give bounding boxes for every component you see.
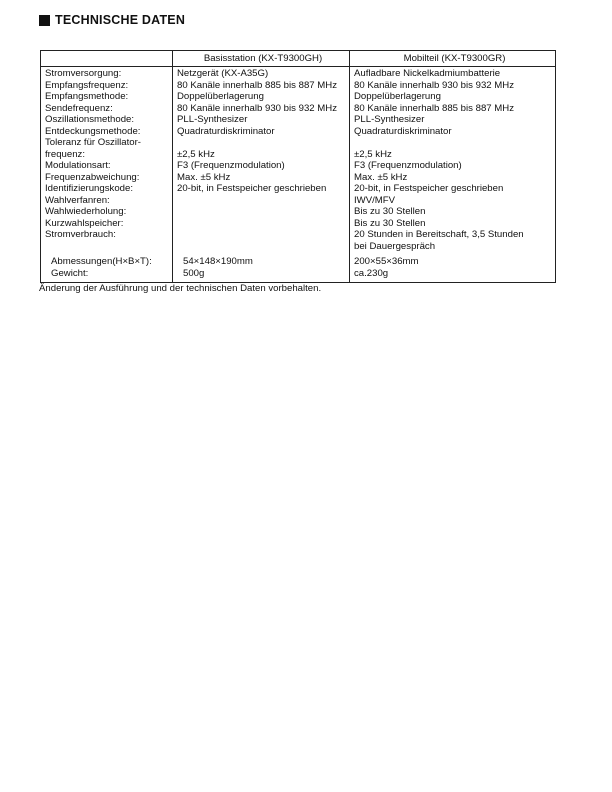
table-row: [41, 195, 555, 207]
base-value: PLL-Synthesizer: [172, 114, 349, 126]
table-row: [41, 103, 555, 115]
base-value: ±2,5 kHz: [172, 149, 349, 161]
row-label: Identifizierungskode:: [45, 183, 133, 194]
table-row: [41, 137, 555, 149]
base-value: 500g: [172, 268, 349, 283]
base-value: [172, 195, 349, 207]
header-label-cell: [41, 51, 172, 66]
mobile-value: 20 Stunden in Bereitschaft, 3,5 Stunden: [349, 229, 555, 241]
mobile-value: Max. ±5 kHz: [349, 172, 555, 184]
base-value: [172, 229, 349, 241]
row-label: Wahlverfanren:: [45, 194, 110, 206]
base-value: 20-bit, in Festspeicher geschrieben: [172, 183, 349, 195]
table-row: [41, 268, 555, 283]
base-value: 80 Kanäle innerhalb 885 bis 887 MHz: [172, 80, 349, 92]
mobile-value: F3 (Frequenzmodulation): [349, 160, 555, 172]
mobile-value: PLL-Synthesizer: [349, 114, 555, 126]
base-value: [172, 137, 349, 149]
base-value: [172, 218, 349, 230]
base-value: Quadraturdiskriminator: [172, 126, 349, 138]
mobile-value: ca.230g: [349, 268, 555, 283]
table-row: [41, 126, 555, 138]
row-label: Stromverbrauch:: [45, 229, 116, 240]
footnote: Änderung der Ausführung und der technischen Daten vorbehalten.: [39, 283, 322, 294]
row-label: Frequenzabweichung:: [45, 171, 140, 183]
mobile-value: Doppelüberlagerung: [349, 91, 555, 103]
mobile-value: IWV/MFV: [349, 195, 555, 207]
row-label: frequenz:: [45, 148, 86, 160]
table-row: [41, 252, 555, 268]
row-label: Empfangsfrequenz:: [45, 79, 129, 91]
row-label: Toleranz für Oszillator-: [45, 137, 141, 148]
mobile-value: 200×55×36mm: [349, 252, 555, 268]
base-value: Doppelüberlagerung: [172, 91, 349, 103]
mobile-value: Bis zu 30 Stellen: [349, 206, 555, 218]
table-row: [41, 160, 555, 172]
header-mobile-unit: Mobilteil (KX-T9300GR): [349, 51, 555, 66]
mobile-value: Quadraturdiskriminator: [349, 126, 555, 138]
mobile-value: 20-bit, in Festspeicher geschrieben: [349, 183, 555, 195]
table-row: [41, 67, 555, 80]
row-label: Modulationsart:: [45, 160, 111, 171]
row-label: [41, 241, 172, 253]
mobile-value: 80 Kanäle innerhalb 930 bis 932 MHz: [349, 80, 555, 92]
base-value: F3 (Frequenzmodulation): [172, 160, 349, 172]
row-label: Oszillationsmethode:: [45, 114, 135, 125]
table-row: [41, 91, 555, 103]
table-row: [41, 114, 555, 126]
table-row: [41, 183, 555, 195]
table-row: [41, 80, 555, 92]
mobile-value: Aufladbare Nickelkadmiumbatterie: [349, 67, 555, 80]
row-label: Gewicht:: [51, 267, 89, 279]
base-value: 80 Kanäle innerhalb 930 bis 932 MHz: [172, 103, 349, 115]
section-heading: [39, 13, 185, 27]
base-value: 54×148×190mm: [172, 252, 349, 268]
base-value: Max. ±5 kHz: [172, 172, 349, 184]
mobile-value: bei Dauergespräch: [349, 241, 555, 253]
table-row: [41, 172, 555, 184]
header-base-station: Basisstation (KX-T9300GH): [172, 51, 349, 66]
table-row: [41, 229, 555, 241]
table-row: [41, 206, 555, 218]
row-label: Kurzwahlspeicher:: [45, 217, 124, 229]
base-value: Netzgerät (KX-A35G): [172, 67, 349, 80]
row-label: Stromversorgung:: [45, 68, 122, 79]
row-label: Wahlwiederholung:: [45, 206, 127, 217]
mobile-value: ±2,5 kHz: [349, 149, 555, 161]
row-label: Sendefrequenz:: [45, 102, 113, 114]
mobile-value: Bis zu 30 Stellen: [349, 218, 555, 230]
table-row: [41, 149, 555, 161]
page-title: TECHNISCHE DATEN: [55, 13, 186, 27]
base-value: [172, 206, 349, 218]
table-header-row: [41, 51, 555, 67]
row-label: Entdeckungsmethode:: [45, 125, 141, 137]
base-value: [172, 241, 349, 253]
row-label: Abmessungen(H×B×T):: [51, 256, 152, 267]
table-row: [41, 218, 555, 230]
spec-table: [40, 50, 556, 283]
mobile-value: 80 Kanäle innerhalb 885 bis 887 MHz: [349, 103, 555, 115]
heading-square-icon: [39, 15, 50, 26]
mobile-value: [349, 137, 555, 149]
row-label: Empfangsmethode:: [45, 91, 129, 102]
table-row: [41, 241, 555, 253]
